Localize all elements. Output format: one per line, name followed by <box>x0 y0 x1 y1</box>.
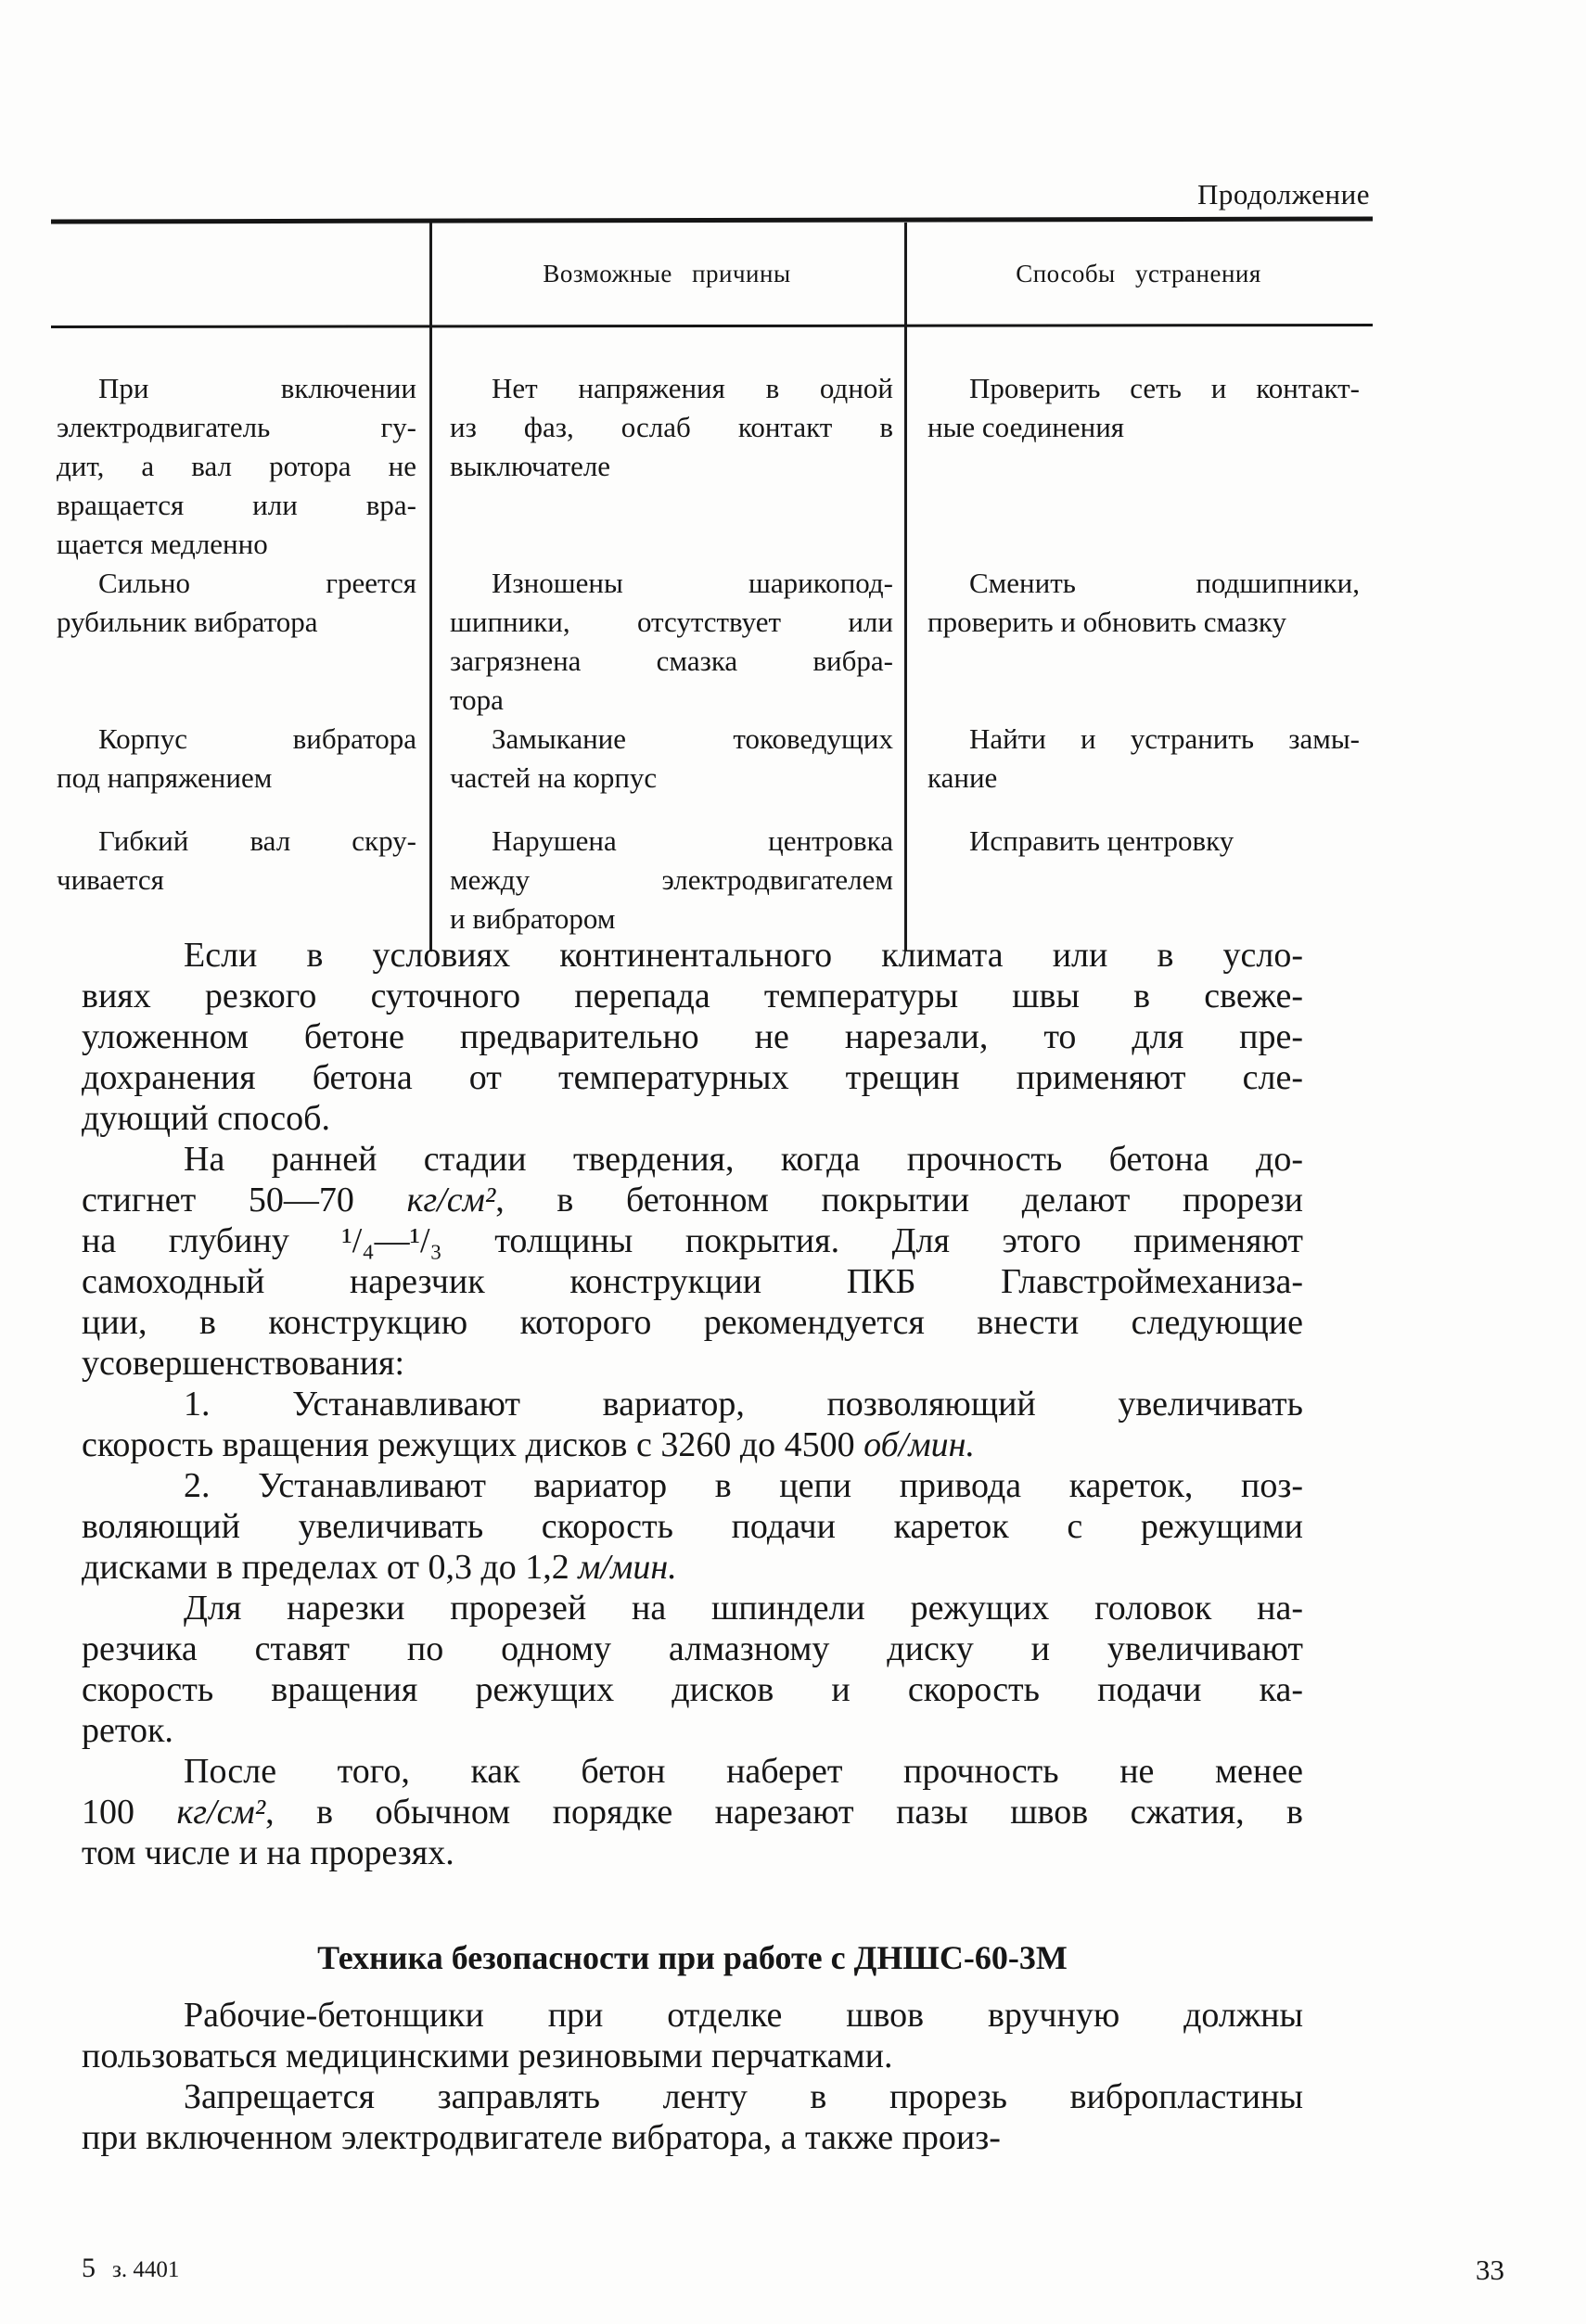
fault-cell <box>51 369 429 564</box>
text-segment: скорость вращения режущих дисков с 3260 до 4500 <box>82 1425 864 1464</box>
table-row <box>51 720 1373 798</box>
text-line <box>450 447 893 486</box>
text-line <box>82 2036 1303 2076</box>
text-line <box>82 1016 1303 1057</box>
text-segment: загрязнена смазка вибра- <box>450 645 893 677</box>
paragraph <box>82 2076 1303 2158</box>
text-line <box>927 603 1360 642</box>
text-line <box>57 861 416 900</box>
text-line <box>82 1506 1303 1547</box>
text-line <box>82 1343 1303 1384</box>
text-segment: воляющий увеличивать скорость подачи кареток с режущими <box>82 1507 1303 1546</box>
text-line <box>450 900 893 939</box>
continuation-label: Продолжение <box>1196 178 1370 211</box>
text-segment: чивается <box>57 863 164 896</box>
text-line <box>57 564 416 603</box>
header-cell-remedies: Способы устранения <box>1016 259 1261 287</box>
list-item-1 <box>82 1384 1303 1465</box>
text-segment: рубильник вибратора <box>57 606 318 638</box>
remedy-cell <box>904 369 1373 447</box>
text-segment: Для нарезки прорезей на шпиндели режущих головок на- <box>184 1589 1303 1628</box>
text-line <box>450 861 893 900</box>
italic-text-segment: м/мин. <box>578 1548 677 1587</box>
text-line <box>57 822 416 861</box>
text-segment: том числе и на прорезях. <box>82 1833 454 1872</box>
text-segment: выключателе <box>450 450 611 482</box>
text-line <box>927 564 1360 603</box>
text-segment: электродвигатель гу- <box>57 411 416 443</box>
table-row <box>51 369 1373 564</box>
text-line <box>450 822 893 861</box>
text-segment: щается медленно <box>57 528 268 560</box>
text-line <box>82 1710 1303 1751</box>
text-segment: Рабочие-бетонщики при отделке швов вручную должны <box>184 1996 1303 2035</box>
text-line <box>82 1057 1303 1098</box>
text-line <box>82 1465 1303 1506</box>
list-item-2 <box>82 1465 1303 1588</box>
text-segment: при включенном электродвигателе вибратора, а также произ- <box>82 2118 1001 2157</box>
text-line <box>450 642 893 681</box>
text-line <box>82 1669 1303 1710</box>
text-segment: После того, как бетон наберет прочность не менее <box>184 1752 1303 1791</box>
text-line <box>927 369 1360 408</box>
text-segment: между электродвигателем <box>450 863 893 896</box>
text-segment: ции, в конструкцию которого рекомендуется внести следующие <box>82 1303 1303 1342</box>
text-segment: самоходный нарезчик конструкции ПКБ Главстроймеханиза- <box>82 1262 1303 1301</box>
text-line <box>927 822 1360 861</box>
text-line <box>82 2076 1303 2117</box>
table-header-row <box>51 223 1373 325</box>
text-segment: кание <box>927 761 998 794</box>
italic-text-segment: об/мин. <box>863 1425 975 1464</box>
fault-cell <box>51 720 429 798</box>
text-line <box>82 1384 1303 1424</box>
text-line <box>450 603 893 642</box>
text-segment: дит, а вал ротора не <box>57 450 416 482</box>
text-segment: дисками в пределах от 0,3 до 1,2 <box>82 1548 579 1587</box>
header-cell-causes: Возможные причины <box>543 259 791 287</box>
paragraph <box>82 1588 1303 1751</box>
text-segment: , в обычном порядке нарезают пазы швов сжатия, в <box>265 1793 1303 1832</box>
text-segment: Замыкание токоведущих <box>492 722 893 755</box>
text-segment: При включении <box>98 372 416 404</box>
text-line <box>82 1261 1303 1302</box>
text-line <box>57 525 416 564</box>
text-line <box>450 408 893 447</box>
text-line <box>82 1628 1303 1669</box>
text-segment: Сильно греется <box>98 567 416 599</box>
text-line <box>82 1547 1303 1588</box>
body-text <box>82 935 1303 2158</box>
text-line <box>927 759 1360 798</box>
text-segment: реток. <box>82 1711 173 1750</box>
text-segment: 1. Устанавливают вариатор, позволяющий увеличивать <box>184 1385 1303 1424</box>
column-divider-2 <box>904 223 907 951</box>
text-line <box>57 759 416 798</box>
text-line <box>82 2117 1303 2158</box>
text-line <box>82 1098 1303 1139</box>
cause-cell <box>429 822 904 939</box>
text-segment: дохранения бетона от температурных трещин применяют сле- <box>82 1058 1303 1097</box>
remedy-cell <box>904 564 1373 642</box>
text-line <box>82 976 1303 1016</box>
text-segment: Исправить центровку <box>969 824 1234 857</box>
text-line <box>57 447 416 486</box>
text-line <box>927 408 1360 447</box>
text-segment: На ранней стадии твердения, когда прочность бетона до- <box>184 1140 1303 1179</box>
text-segment: вращается или вра- <box>57 489 416 521</box>
text-line <box>450 681 893 720</box>
remedy-cell <box>904 822 1373 861</box>
text-segment: Нарушена центровка <box>492 824 893 857</box>
text-segment: тора <box>450 683 504 716</box>
paragraph <box>82 935 1303 1139</box>
text-segment: Сменить подшипники, <box>969 567 1360 599</box>
paragraph <box>82 1139 1303 1384</box>
page-number: 33 <box>1476 2254 1504 2286</box>
footer-order-number: з. 4401 <box>112 2257 180 2282</box>
text-segment: виях резкого суточного перепада температуры швы в свеже- <box>82 977 1303 1015</box>
text-segment: на глубину ¹/₄—¹/₃ толщины покрытия. Для этого применяют <box>82 1221 1303 1260</box>
signature-number: 5 <box>82 2253 96 2283</box>
text-line <box>927 720 1360 759</box>
cause-cell <box>429 369 904 486</box>
cause-cell <box>429 720 904 798</box>
text-segment: уложенном бетоне предварительно не нарезали, то для пре- <box>82 1017 1303 1056</box>
text-segment: стигнет 50—70 <box>82 1181 407 1219</box>
text-line <box>450 759 893 798</box>
text-segment: , в бетонном покрытии делают прорези <box>495 1181 1304 1219</box>
text-segment: Запрещается заправлять ленту в прорезь вибропластины <box>184 2077 1303 2116</box>
paragraph <box>82 1751 1303 1873</box>
text-segment: Гибкий вал скру- <box>98 824 416 857</box>
italic-text-segment: кг/см² <box>176 1793 266 1832</box>
footer-signature <box>82 2252 179 2287</box>
text-segment: усовершенствования: <box>82 1344 405 1383</box>
text-line <box>82 1792 1303 1832</box>
text-segment: ные соединения <box>927 411 1125 443</box>
troubleshooting-table <box>51 218 1373 951</box>
text-segment: Найти и устранить замы- <box>969 722 1360 755</box>
text-line <box>82 1302 1303 1343</box>
text-segment: частей на корпус <box>450 761 658 794</box>
italic-text-segment: кг/см² <box>406 1181 496 1219</box>
table-row <box>51 822 1373 939</box>
text-line <box>82 1220 1303 1261</box>
text-segment: Корпус вибратора <box>98 722 416 755</box>
text-segment: Проверить сеть и контакт- <box>969 372 1360 404</box>
table-row <box>51 564 1373 720</box>
text-segment: и вибратором <box>450 902 616 935</box>
text-segment: 100 <box>82 1793 177 1832</box>
text-line <box>82 1180 1303 1220</box>
text-segment: 2. Устанавливают вариатор в цепи привода кареток, поз- <box>184 1466 1303 1505</box>
section-heading: Техника безопасности при работе с ДНШС-60-3М <box>317 1939 1068 1976</box>
cause-cell <box>429 564 904 720</box>
column-divider-1 <box>429 223 432 951</box>
text-segment: дующий способ. <box>82 1099 331 1138</box>
text-segment: Если в условиях континентального климата или в усло- <box>184 936 1303 975</box>
text-line <box>82 1995 1303 2036</box>
text-segment: проверить и обновить смазку <box>927 606 1286 638</box>
text-line <box>57 603 416 642</box>
text-line <box>82 935 1303 976</box>
text-line <box>82 1139 1303 1180</box>
text-line <box>57 369 416 408</box>
text-segment: Изношены шарикопод- <box>492 567 893 599</box>
text-line <box>82 1588 1303 1628</box>
text-segment: Нет напряжения в одной <box>492 372 893 404</box>
fault-cell <box>51 564 429 642</box>
text-line <box>82 1832 1303 1873</box>
text-segment: пользоваться медицинскими резиновыми перчатками. <box>82 2037 893 2075</box>
text-line <box>82 1424 1303 1465</box>
text-line <box>450 564 893 603</box>
text-line <box>57 408 416 447</box>
paragraph <box>82 1995 1303 2076</box>
table-body <box>51 327 1373 951</box>
text-segment: резчика ставят по одному алмазному диску и увеличивают <box>82 1629 1303 1668</box>
text-segment: из фаз, ослаб контакт в <box>450 411 893 443</box>
text-line <box>82 1751 1303 1792</box>
remedy-cell <box>904 720 1373 798</box>
text-line <box>57 720 416 759</box>
text-line <box>450 369 893 408</box>
fault-cell <box>51 822 429 900</box>
text-line <box>450 720 893 759</box>
text-segment: шипники, отсутствует или <box>450 606 893 638</box>
text-segment: скорость вращения режущих дисков и скорость подачи ка- <box>82 1670 1303 1709</box>
text-line <box>57 486 416 525</box>
text-segment: под напряжением <box>57 761 273 794</box>
